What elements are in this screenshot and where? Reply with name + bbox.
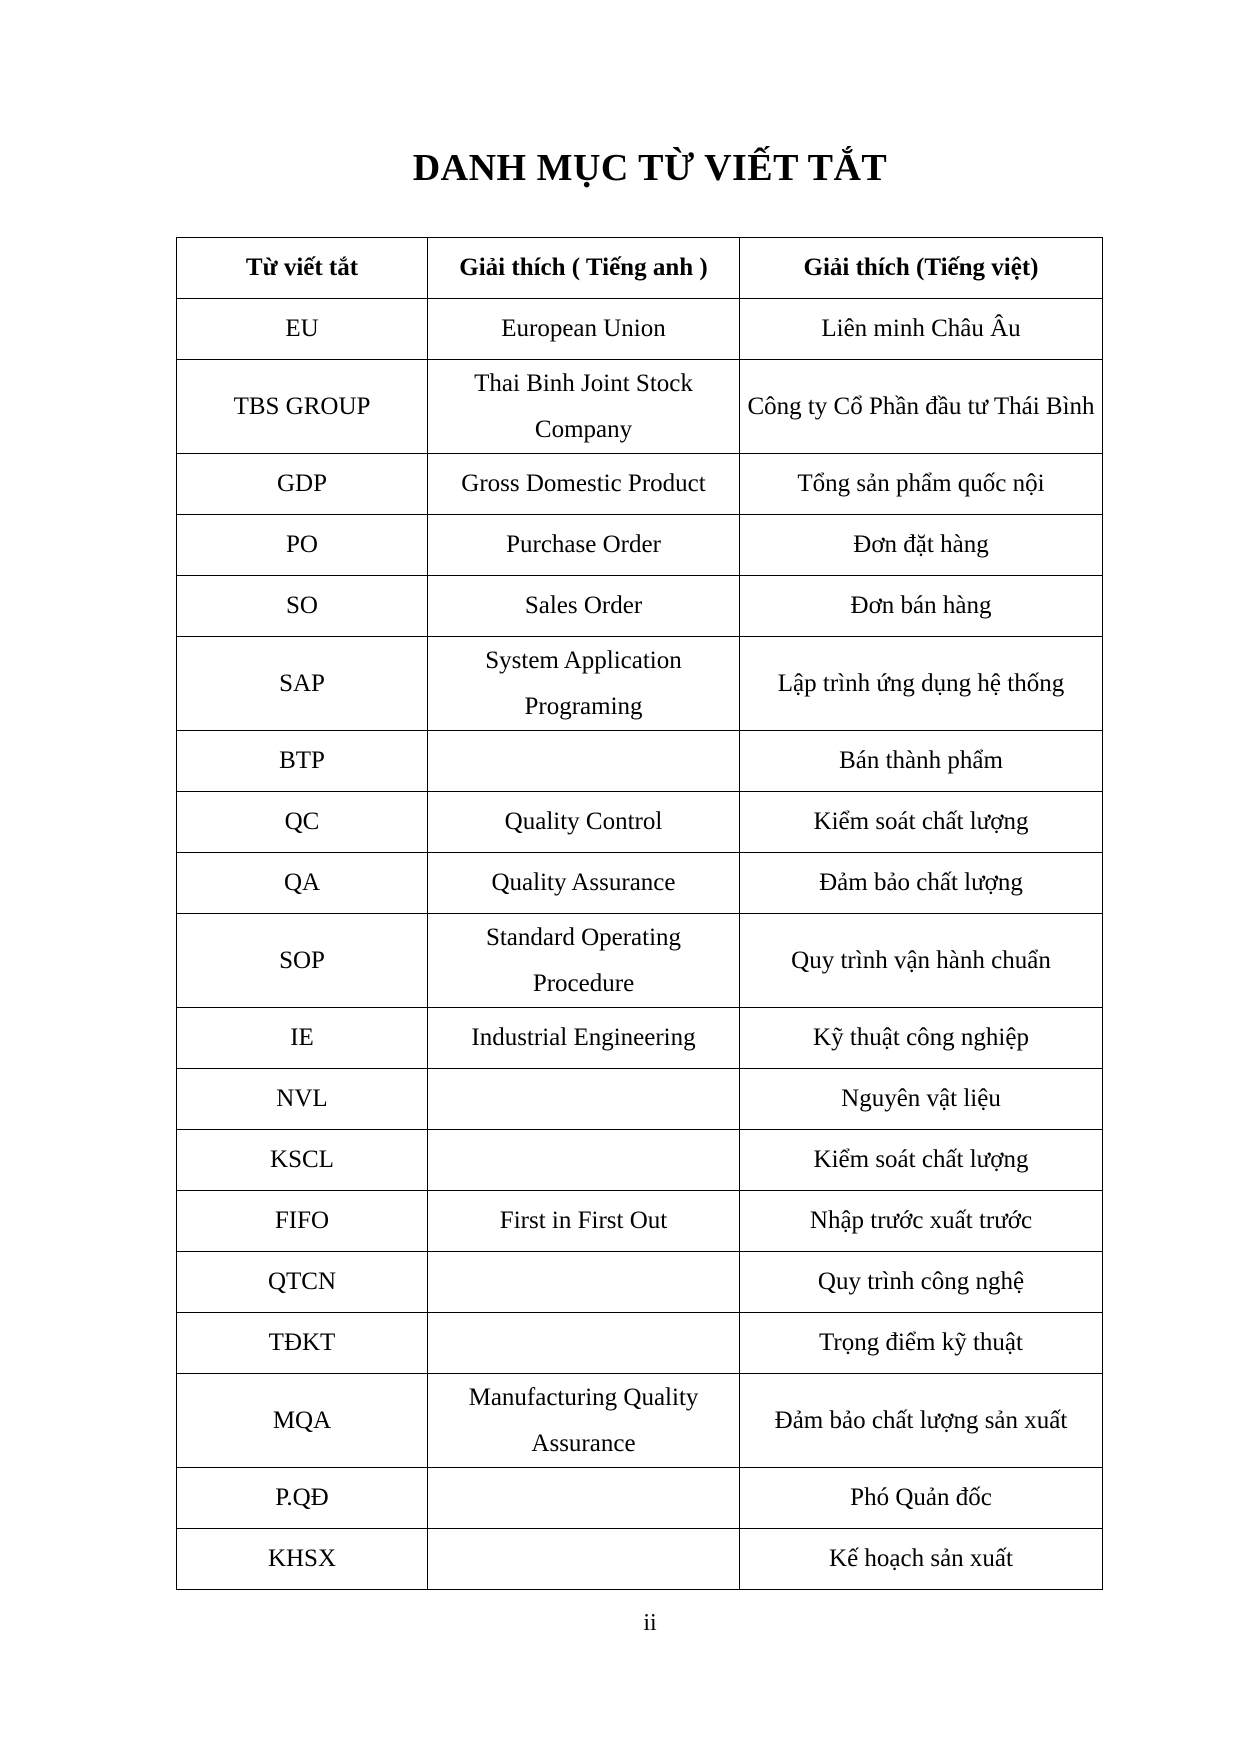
- english-cell: Industrial Engineering: [428, 1008, 740, 1069]
- page-number: ii: [643, 1610, 657, 1636]
- abbreviation-cell: IE: [177, 1008, 428, 1069]
- english-cell: System Application Programing: [428, 637, 740, 731]
- english-cell: [428, 1468, 740, 1529]
- english-cell: First in First Out: [428, 1191, 740, 1252]
- table-row: [177, 360, 1103, 454]
- table-row: [177, 1374, 1103, 1468]
- vietnamese-cell: Quy trình vận hành chuẩn: [740, 914, 1103, 1008]
- abbreviation-cell: KSCL: [177, 1130, 428, 1191]
- vietnamese-cell: Nguyên vật liệu: [740, 1069, 1103, 1130]
- vietnamese-cell: Đảm bảo chất lượng sản xuất: [740, 1374, 1103, 1468]
- english-cell: Thai Binh Joint Stock Company: [428, 360, 740, 454]
- table-row: [177, 299, 1103, 360]
- abbreviation-cell: FIFO: [177, 1191, 428, 1252]
- english-cell: European Union: [428, 299, 740, 360]
- table-row: [177, 1529, 1103, 1590]
- vietnamese-cell: Công ty Cổ Phần đầu tư Thái Bình: [740, 360, 1103, 454]
- english-cell: Quality Control: [428, 792, 740, 853]
- abbreviation-cell: QC: [177, 792, 428, 853]
- vietnamese-cell: Đảm bảo chất lượng: [740, 853, 1103, 914]
- abbreviation-cell: P.QĐ: [177, 1468, 428, 1529]
- table-row: [177, 576, 1103, 637]
- table-row: [177, 1191, 1103, 1252]
- table-row: [177, 515, 1103, 576]
- english-cell: Gross Domestic Product: [428, 454, 740, 515]
- vietnamese-cell: Quy trình công nghệ: [740, 1252, 1103, 1313]
- column-header-english: Giải thích ( Tiếng anh ): [428, 238, 740, 299]
- abbreviation-cell: PO: [177, 515, 428, 576]
- page-title: DANH MỤC TỪ VIẾT TẮT: [412, 147, 888, 189]
- english-cell: Standard Operating Procedure: [428, 914, 740, 1008]
- table-row: [177, 1069, 1103, 1130]
- table-row: [177, 792, 1103, 853]
- english-cell: [428, 1252, 740, 1313]
- table-row: [177, 1252, 1103, 1313]
- abbreviation-cell: QA: [177, 853, 428, 914]
- table-row: [177, 914, 1103, 1008]
- abbreviation-cell: EU: [177, 299, 428, 360]
- table-row: [177, 1130, 1103, 1191]
- abbreviation-table: [176, 237, 1103, 1590]
- vietnamese-cell: Đơn đặt hàng: [740, 515, 1103, 576]
- abbreviation-cell: BTP: [177, 731, 428, 792]
- abbreviation-cell: SOP: [177, 914, 428, 1008]
- abbreviation-cell: QTCN: [177, 1252, 428, 1313]
- vietnamese-cell: Trọng điểm kỹ thuật: [740, 1313, 1103, 1374]
- abbreviation-cell: TĐKT: [177, 1313, 428, 1374]
- english-cell: [428, 1130, 740, 1191]
- vietnamese-cell: Kế hoạch sản xuất: [740, 1529, 1103, 1590]
- vietnamese-cell: Bán thành phẩm: [740, 731, 1103, 792]
- english-cell: [428, 1069, 740, 1130]
- abbreviation-cell: GDP: [177, 454, 428, 515]
- english-cell: [428, 1529, 740, 1590]
- table-row: [177, 1313, 1103, 1374]
- table-header-row: [177, 238, 1103, 299]
- abbreviation-cell: SO: [177, 576, 428, 637]
- english-cell: Sales Order: [428, 576, 740, 637]
- vietnamese-cell: Tổng sản phẩm quốc nội: [740, 454, 1103, 515]
- english-cell: [428, 1313, 740, 1374]
- vietnamese-cell: Kiểm soát chất lượng: [740, 1130, 1103, 1191]
- table-row: [177, 853, 1103, 914]
- vietnamese-cell: Liên minh Châu Âu: [740, 299, 1103, 360]
- vietnamese-cell: Kiểm soát chất lượng: [740, 792, 1103, 853]
- english-cell: Purchase Order: [428, 515, 740, 576]
- table-row: [177, 731, 1103, 792]
- vietnamese-cell: Phó Quản đốc: [740, 1468, 1103, 1529]
- abbreviation-cell: KHSX: [177, 1529, 428, 1590]
- english-cell: Manufacturing Quality Assurance: [428, 1374, 740, 1468]
- vietnamese-cell: Đơn bán hàng: [740, 576, 1103, 637]
- vietnamese-cell: Kỹ thuật công nghiệp: [740, 1008, 1103, 1069]
- abbreviation-cell: NVL: [177, 1069, 428, 1130]
- vietnamese-cell: Nhập trước xuất trước: [740, 1191, 1103, 1252]
- table-row: [177, 1468, 1103, 1529]
- table-row: [177, 1008, 1103, 1069]
- table-row: [177, 637, 1103, 731]
- vietnamese-cell: Lập trình ứng dụng hệ thống: [740, 637, 1103, 731]
- table-row: [177, 454, 1103, 515]
- english-cell: [428, 731, 740, 792]
- abbreviation-cell: TBS GROUP: [177, 360, 428, 454]
- column-header-vietnamese: Giải thích (Tiếng việt): [740, 238, 1103, 299]
- english-cell: Quality Assurance: [428, 853, 740, 914]
- abbreviation-cell: MQA: [177, 1374, 428, 1468]
- abbreviation-cell: SAP: [177, 637, 428, 731]
- column-header-abbreviation: Từ viết tắt: [177, 238, 428, 299]
